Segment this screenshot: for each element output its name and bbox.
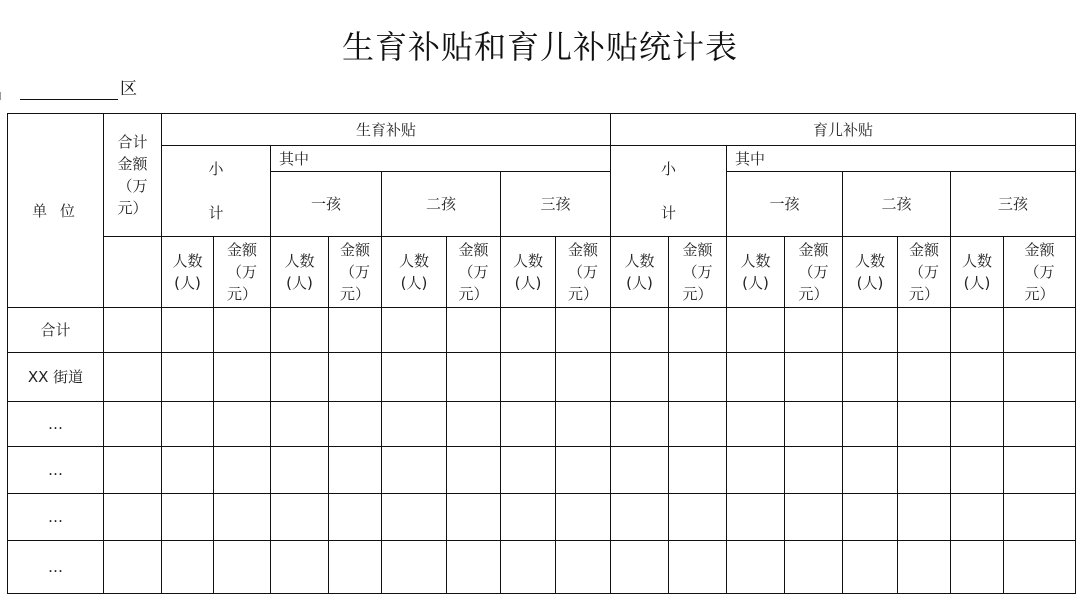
birth-first-child-header: 一孩: [271, 172, 382, 237]
data-cell[interactable]: [162, 308, 214, 353]
data-cell[interactable]: [727, 353, 785, 402]
data-cell[interactable]: [447, 447, 501, 494]
page-title: 生育补贴和育儿补贴统计表: [341, 28, 738, 66]
data-cell[interactable]: [382, 494, 447, 541]
data-cell[interactable]: [785, 402, 843, 447]
data-cell[interactable]: [556, 447, 611, 494]
data-cell[interactable]: [214, 541, 271, 594]
childcare-first-child-header: 一孩: [727, 172, 843, 237]
data-cell[interactable]: [214, 494, 271, 541]
amount-column-header: 金额 （万 元）: [1004, 237, 1076, 308]
data-cell[interactable]: [447, 308, 501, 353]
data-cell[interactable]: [162, 494, 214, 541]
data-cell[interactable]: [382, 308, 447, 353]
data-cell[interactable]: [382, 402, 447, 447]
data-cell[interactable]: [329, 541, 382, 594]
data-cell[interactable]: [898, 308, 951, 353]
data-cell[interactable]: [501, 447, 556, 494]
table-row: [8, 308, 1076, 353]
persons-column-header: 人数 (人): [843, 237, 898, 308]
data-cell[interactable]: [104, 541, 162, 594]
birth-subtotal-header: 小 计: [162, 146, 271, 237]
data-cell[interactable]: [898, 447, 951, 494]
row-label: …: [8, 402, 104, 447]
birth-third-child-header: 三孩: [501, 172, 611, 237]
data-cell[interactable]: [785, 494, 843, 541]
data-cell[interactable]: [556, 353, 611, 402]
data-cell[interactable]: [843, 447, 898, 494]
row-label: …: [8, 541, 104, 594]
data-cell[interactable]: [382, 541, 447, 594]
persons-column-header: 人数 (人): [501, 237, 556, 308]
total-amount-header-tail: [104, 237, 162, 308]
data-cell[interactable]: [556, 541, 611, 594]
data-cell[interactable]: [447, 353, 501, 402]
amount-column-header: 金额 （万 元）: [556, 237, 611, 308]
data-cell[interactable]: [898, 353, 951, 402]
data-cell[interactable]: [843, 494, 898, 541]
data-cell[interactable]: [898, 541, 951, 594]
amount-column-header: 金额 （万 元）: [898, 237, 951, 308]
data-cell[interactable]: [329, 353, 382, 402]
data-cell[interactable]: [611, 494, 669, 541]
data-cell[interactable]: [1004, 353, 1076, 402]
district-blank-line[interactable]: [20, 77, 118, 100]
data-cell[interactable]: [271, 353, 329, 402]
data-cell[interactable]: [271, 494, 329, 541]
data-cell[interactable]: [556, 494, 611, 541]
data-cell[interactable]: [669, 494, 727, 541]
persons-column-header: 人数 (人): [727, 237, 785, 308]
data-cell[interactable]: [447, 494, 501, 541]
data-cell[interactable]: [1004, 494, 1076, 541]
persons-column-header: 人数 (人): [951, 237, 1004, 308]
data-cell[interactable]: [951, 402, 1004, 447]
childcare-second-child-header: 二孩: [843, 172, 951, 237]
data-cell[interactable]: [669, 402, 727, 447]
data-cell[interactable]: [727, 494, 785, 541]
data-cell[interactable]: [104, 353, 162, 402]
data-cell[interactable]: [329, 402, 382, 447]
data-cell[interactable]: [898, 402, 951, 447]
data-cell[interactable]: [104, 308, 162, 353]
data-cell[interactable]: [1004, 402, 1076, 447]
row-label: XX 街道: [8, 353, 104, 402]
data-cell[interactable]: [271, 447, 329, 494]
data-cell[interactable]: [271, 402, 329, 447]
data-cell[interactable]: [727, 447, 785, 494]
data-cell[interactable]: [669, 447, 727, 494]
data-cell[interactable]: [162, 353, 214, 402]
data-cell[interactable]: [727, 402, 785, 447]
persons-column-header: 人数 (人): [271, 237, 329, 308]
amount-column-header: 金额 （万 元）: [329, 237, 382, 308]
unit-header: 单 位: [8, 114, 104, 308]
data-cell[interactable]: [611, 447, 669, 494]
data-cell[interactable]: [1004, 541, 1076, 594]
data-cell[interactable]: [785, 541, 843, 594]
table-row: [8, 541, 1076, 594]
data-cell[interactable]: [104, 402, 162, 447]
data-cell[interactable]: [104, 494, 162, 541]
data-cell[interactable]: [382, 353, 447, 402]
data-cell[interactable]: [611, 541, 669, 594]
data-cell[interactable]: [1004, 447, 1076, 494]
drag-handle-icon[interactable]: [0, 92, 5, 100]
data-cell[interactable]: [501, 541, 556, 594]
childcare-subsidy-header: 育儿补贴: [611, 114, 1076, 146]
childcare-third-child-header: 三孩: [951, 172, 1076, 237]
data-cell[interactable]: [329, 308, 382, 353]
data-cell[interactable]: [382, 447, 447, 494]
data-cell[interactable]: [727, 308, 785, 353]
birth-of-which-header: 其中: [271, 146, 611, 172]
data-cell[interactable]: [951, 353, 1004, 402]
data-cell[interactable]: [214, 447, 271, 494]
data-cell[interactable]: [611, 402, 669, 447]
data-cell[interactable]: [843, 402, 898, 447]
row-label: 合计: [8, 308, 104, 353]
data-cell[interactable]: [843, 541, 898, 594]
table-row: [8, 447, 1076, 494]
persons-column-header: 人数 (人): [382, 237, 447, 308]
childcare-subtotal-header: 小 计: [611, 146, 727, 237]
data-cell[interactable]: [501, 402, 556, 447]
birth-second-child-header: 二孩: [382, 172, 501, 237]
data-cell[interactable]: [329, 447, 382, 494]
data-cell[interactable]: [501, 494, 556, 541]
data-cell[interactable]: [1004, 308, 1076, 353]
data-cell[interactable]: [843, 308, 898, 353]
table-row: [8, 494, 1076, 541]
birth-subsidy-header: 生育补贴: [162, 114, 611, 146]
amount-column-header: 金额 （万 元）: [785, 237, 843, 308]
data-cell[interactable]: [611, 308, 669, 353]
data-cell[interactable]: [669, 541, 727, 594]
data-cell[interactable]: [162, 447, 214, 494]
persons-column-header: 人数 (人): [162, 237, 214, 308]
amount-column-header: 金额 （万 元）: [669, 237, 727, 308]
data-cell[interactable]: [898, 494, 951, 541]
data-cell[interactable]: [727, 541, 785, 594]
data-cell[interactable]: [556, 402, 611, 447]
childcare-of-which-header: 其中: [727, 146, 1076, 172]
total-amount-header: 合计 金额 （万 元）: [104, 114, 162, 237]
data-cell[interactable]: [501, 353, 556, 402]
data-cell[interactable]: [271, 308, 329, 353]
data-cell[interactable]: [162, 402, 214, 447]
data-cell[interactable]: [669, 353, 727, 402]
statistics-table: [7, 113, 1076, 594]
data-cell[interactable]: [951, 447, 1004, 494]
data-cell[interactable]: [669, 308, 727, 353]
district-label: 区: [120, 79, 137, 99]
data-cell[interactable]: [951, 494, 1004, 541]
table-row: [8, 402, 1076, 447]
amount-column-header: 金额 （万 元）: [447, 237, 501, 308]
data-cell[interactable]: [214, 308, 271, 353]
data-cell[interactable]: [214, 402, 271, 447]
row-label: …: [8, 447, 104, 494]
data-cell[interactable]: [271, 541, 329, 594]
data-cell[interactable]: [104, 447, 162, 494]
data-cell[interactable]: [785, 353, 843, 402]
persons-column-header: 人数 (人): [611, 237, 669, 308]
data-cell[interactable]: [556, 308, 611, 353]
amount-column-header: 金额 （万 元）: [214, 237, 271, 308]
data-cell[interactable]: [843, 353, 898, 402]
data-cell[interactable]: [214, 353, 271, 402]
data-cell[interactable]: [951, 541, 1004, 594]
data-cell[interactable]: [329, 494, 382, 541]
data-cell[interactable]: [501, 308, 556, 353]
data-cell[interactable]: [447, 541, 501, 594]
row-label: …: [8, 494, 104, 541]
district-field: [20, 76, 137, 100]
data-cell[interactable]: [951, 308, 1004, 353]
data-cell[interactable]: [785, 308, 843, 353]
data-cell[interactable]: [611, 353, 669, 402]
data-cell[interactable]: [162, 541, 214, 594]
data-cell[interactable]: [785, 447, 843, 494]
table-row: [8, 353, 1076, 402]
data-cell[interactable]: [447, 402, 501, 447]
